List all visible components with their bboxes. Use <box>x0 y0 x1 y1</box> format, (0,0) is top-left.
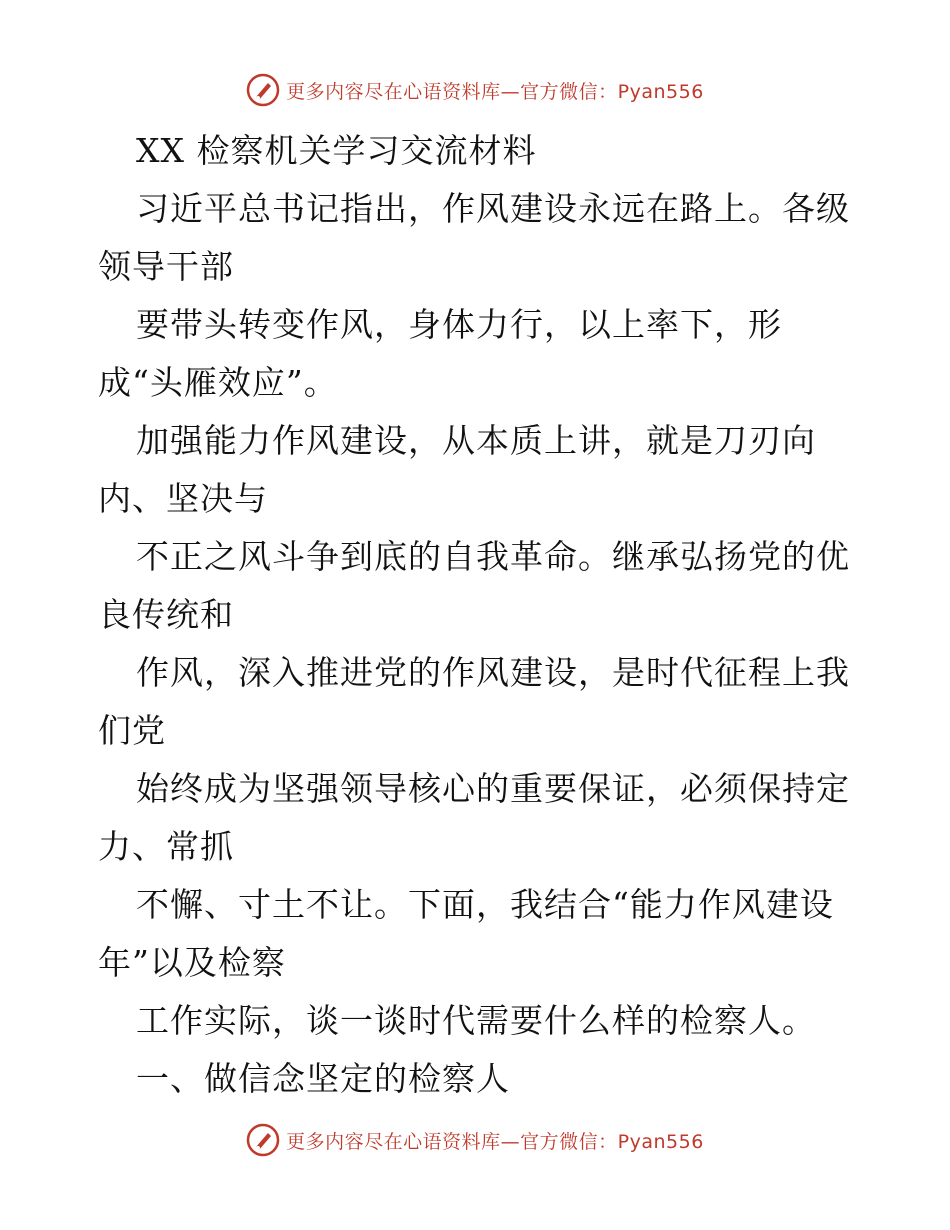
paragraph-line: 领导干部 <box>98 247 234 286</box>
document-title: XX 检察机关学习交流材料 <box>136 131 537 170</box>
paragraph-line: 习近平总书记指出，作风建设永远在路上。各级 <box>136 189 850 228</box>
paragraph-line: 力、常抓 <box>98 827 234 866</box>
watermark-banner-bottom <box>0 1120 950 1160</box>
watermark-text: 更多内容尽在心语资料库—官方微信：Pyan556 <box>286 1130 704 1153</box>
document-body <box>98 122 858 1108</box>
paragraph-line: 要带头转变作风，身体力行，以上率下，形 <box>136 305 782 344</box>
paragraph-line: 作风，深入推进党的作风建设，是时代征程上我 <box>136 653 850 692</box>
paragraph-line: 们党 <box>98 711 166 750</box>
paragraph-line: 工作实际，谈一谈时代需要什么样的检察人。 <box>136 1001 816 1040</box>
paragraph-line: 成“头雁效应”。 <box>98 363 338 402</box>
paragraph-line: 年”以及检察 <box>98 943 286 982</box>
pen-nib-logo-icon <box>246 73 280 107</box>
pen-nib-logo-icon <box>246 1123 280 1157</box>
paragraph-line: 良传统和 <box>98 595 234 634</box>
section-heading: 一、做信念坚定的检察人 <box>136 1059 510 1098</box>
paragraph-line: 加强能力作风建设，从本质上讲，就是刀刃向 <box>136 421 816 460</box>
paragraph-line: 不正之风斗争到底的自我革命。继承弘扬党的优 <box>136 537 850 576</box>
paragraph-line: 内、坚决与 <box>98 479 268 518</box>
paragraph-line: 不懈、寸土不让。下面，我结合“能力作风建设 <box>136 885 834 924</box>
paragraph-line: 始终成为坚强领导核心的重要保证，必须保持定 <box>136 769 850 808</box>
watermark-text: 更多内容尽在心语资料库—官方微信：Pyan556 <box>286 80 704 103</box>
watermark-banner-top <box>0 70 950 110</box>
